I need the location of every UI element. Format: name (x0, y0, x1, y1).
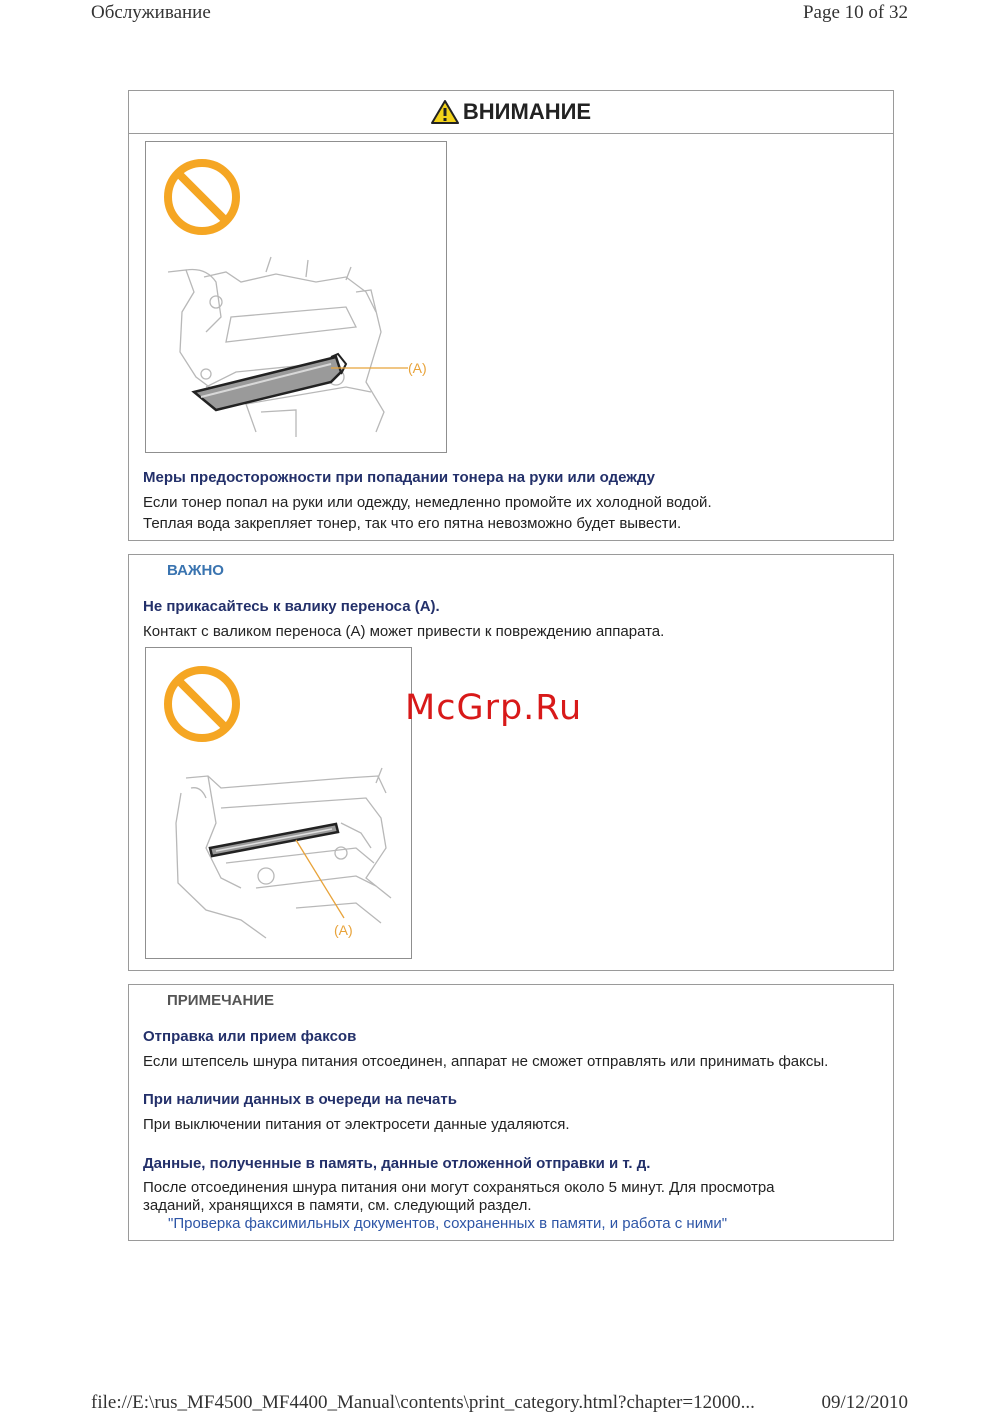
prohibition-icon (168, 670, 236, 738)
important-body: Контакт с валиком переноса (A) может привести к повреждению аппарата. (143, 623, 665, 640)
note-label: ПРИМЕЧАНИЕ (167, 992, 275, 1009)
caution-title: ВНИМАНИЕ (462, 99, 592, 124)
figure-label-a: (A) (334, 922, 353, 938)
footer-date: 09/12/2010 (821, 1392, 908, 1413)
note-body-print-queue: При выключении питания от электросети данные удаляются. (143, 1116, 570, 1133)
note-body-fax: Если штепсель шнура питания отсоединен, аппарат не сможет отправлять или принимать факсы. (143, 1053, 829, 1070)
caution-line-1: Если тонер попал на руки или одежду, немедленно промойте их холодной водой. (143, 494, 712, 511)
watermark-logo: McGrp.Ru (405, 688, 583, 728)
header-section-title: Обслуживание (91, 2, 211, 23)
note-body-memory-line-1: После отсоединения шнура питания они могут сохраняться около 5 минут. Для просмотра (143, 1179, 775, 1196)
memory-documents-link[interactable]: "Проверка факсимильных документов, сохраненных в памяти, и работа с ними" (168, 1215, 728, 1232)
important-heading: Не прикасайтесь к валику переноса (A). (143, 598, 440, 615)
important-box (128, 554, 894, 971)
transfer-roller-part (210, 824, 338, 856)
figure-label-a: (A) (408, 360, 427, 376)
important-label: ВАЖНО (167, 562, 224, 579)
caution-line-2: Теплая вода закрепляет тонер, так что его пятна невозможно будет вывести. (143, 515, 682, 532)
prohibition-icon (168, 163, 236, 231)
caution-header (129, 91, 893, 134)
header-page-indicator: Page 10 of 32 (802, 2, 908, 23)
note-body-memory-line-2: заданий, хранящихся в памяти, см. следующий раздел. (143, 1197, 532, 1214)
caution-box (128, 90, 894, 541)
note-heading-print-queue: При наличии данных в очереди на печать (143, 1091, 457, 1108)
footer-file-path: file://E:\rus_MF4500_MF4400_Manual\contents\print_category.html?chapter=12000... (91, 1392, 755, 1413)
note-heading-memory: Данные, полученные в память, данные отложенной отправки и т. д. (143, 1155, 651, 1172)
transfer-roller-figure (145, 647, 412, 959)
note-box (128, 984, 894, 1241)
warning-icon (431, 99, 459, 125)
printer-drawing (168, 257, 384, 437)
caution-heading: Меры предосторожности при попадании тонера на руки или одежду (143, 469, 655, 486)
printer-drawing (176, 768, 391, 938)
note-heading-fax: Отправка или прием факсов (143, 1028, 357, 1045)
note-body-memory (143, 1179, 775, 1233)
toner-caution-figure (145, 141, 447, 453)
